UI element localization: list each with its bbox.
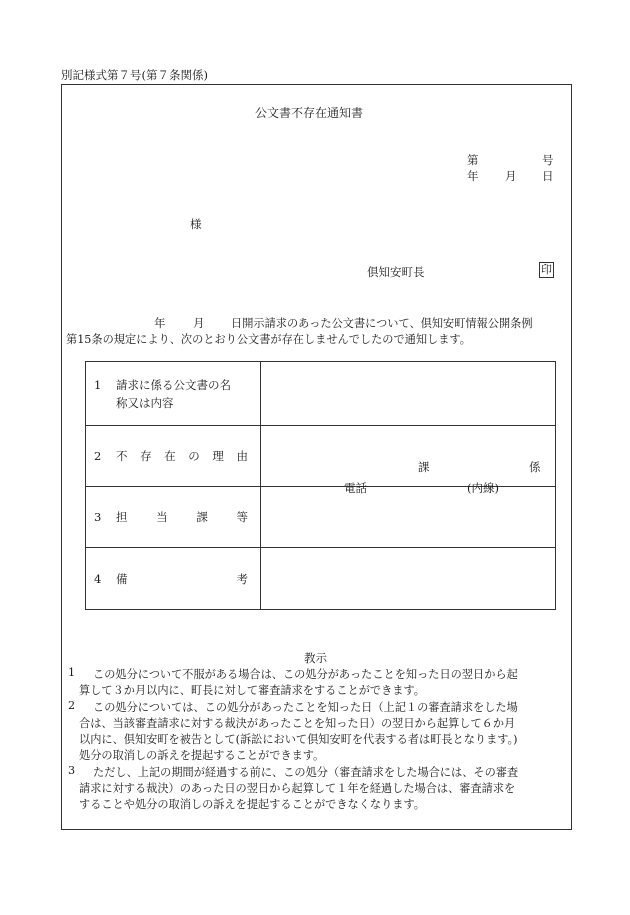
kyouji-item-line: 請求に対する裁決）のあった日の翌日から起算して１年を経過した場合は、審査請求を [79, 782, 516, 795]
date-day: 日 [542, 169, 554, 183]
table-row-remarks [86, 548, 556, 610]
number-suffix: 号 [542, 153, 554, 167]
row3-label-cell [86, 487, 261, 548]
row3-char: 担 [116, 510, 128, 524]
row2-value-cell[interactable] [261, 426, 556, 487]
row2-label-cell [86, 426, 261, 487]
kyouji-item-line: 合は、当該審査請求に対する裁決があったことを知った日）の翌日から起算して６か月 [79, 717, 516, 730]
addressee-suffix: 様 [190, 217, 202, 231]
row3-value-cell[interactable] [261, 460, 556, 548]
kyouji-item-line: この処分について不服がある場合は、この処分があったことを知った日の翌日から起 [93, 668, 518, 681]
row4-number: 4 [94, 571, 102, 586]
kyouji-item-line: することや処分の取消しの訴えを提起することができなくなります。 [79, 798, 425, 811]
row1-number: 1 [94, 377, 102, 392]
row3-ka: 課 [418, 460, 430, 474]
kyouji-item-line: この処分については、この処分があったことを知った日（上記１の審査請求をした場 [93, 701, 518, 714]
kyouji-item-number: 2 [68, 699, 76, 712]
date-month: 月 [505, 169, 517, 183]
date-year: 年 [467, 169, 479, 183]
seal-mark: 印 [541, 263, 552, 276]
row2-char: 存 [140, 449, 152, 463]
row4-label-cell [86, 548, 261, 610]
row2-char: 理 [212, 449, 224, 463]
row2-char: 在 [164, 449, 176, 463]
row4-char: 考 [236, 571, 248, 586]
number-prefix: 第 [467, 153, 479, 167]
row2-number: 2 [94, 449, 102, 463]
row3-number: 3 [94, 510, 102, 524]
row4-char: 備 [116, 571, 128, 586]
row4-value-cell[interactable] [261, 548, 556, 610]
notice-table [85, 361, 556, 610]
row3-char: 課 [196, 510, 208, 524]
row3-tel: 電話 [344, 481, 367, 495]
document-title: 公文書不存在通知書 [255, 106, 364, 120]
row3-kakari: 係 [529, 460, 541, 474]
row3-naisen: (内線) [467, 481, 499, 495]
kyouji-item-line: 処分の取消しの訴えを提起することができます。 [79, 749, 325, 762]
row1-value-cell[interactable] [261, 362, 556, 426]
table-row-document-name [86, 362, 556, 426]
table-row-reason [86, 426, 556, 487]
kyouji-item-line: 以内に、倶知安町を被告として(訴訟において倶知安町を代表する者は町長となります。) [79, 733, 518, 746]
body-line2: 第15条の規定により、次のとおり公文書が存在しませんでしたので通知します。 [66, 333, 471, 346]
row3-char: 等 [236, 510, 248, 524]
form-reference-note: 別記様式第７号(第７条関係) [61, 68, 208, 82]
row3-char: 当 [156, 510, 168, 524]
row2-char: の [188, 449, 200, 463]
row1-label-line1: 請求に係る公文書の名 [116, 377, 231, 392]
kyouji-item-number: 3 [68, 764, 76, 777]
row1-label-cell [86, 362, 261, 426]
kyouji-item-number: 1 [68, 666, 76, 679]
body-month: 月 [193, 316, 205, 330]
sender-name: 倶知安町長 [367, 265, 425, 279]
row1-label-line2: 称又は内容 [116, 395, 174, 410]
kyouji-item-line: 算して３か月以内に、町長に対して審査請求をすることができます。 [79, 684, 425, 697]
kyouji-item-line: ただし、上記の期間が経過する前に、この処分（審査請求をした場合には、その審査 [93, 766, 519, 779]
body-year: 年 [154, 316, 166, 330]
row2-char: 不 [116, 449, 128, 463]
row2-char: 由 [236, 449, 248, 463]
table-row-department [86, 487, 556, 548]
body-line1: 日開示請求のあった公文書について、倶知安町情報公開条例 [231, 317, 533, 330]
kyouji-title: 教示 [304, 651, 327, 665]
